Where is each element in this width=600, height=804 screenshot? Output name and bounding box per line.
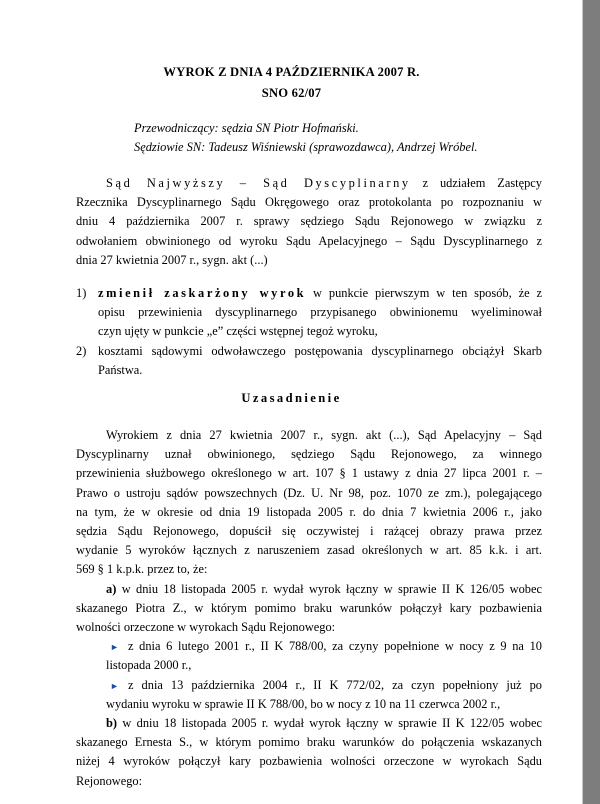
ruling-item-2: 2) kosztami sądowymi odwoławczego postępowania dyscyplinarnego obciążył Skarb Państwa. [76, 343, 542, 377]
ruling-verb: zmienił zaskarżony wyrok [98, 286, 307, 300]
presiding-judge: Przewodniczący: sędzia SN Piotr Hofmański. [134, 121, 359, 135]
bullet-item-1: ► z dnia 6 lutego 2001 r., II K 788/00, za czyny popełnione w nocy z 9 na 10 listopada 2000 r., [106, 639, 542, 673]
arrowhead-bullet-icon: ► [110, 642, 119, 653]
point-b: b) w dniu 18 listopada 2005 r. wydał wyrok łączny w sprawie II K 122/05 wobec [106, 716, 542, 731]
judges: Sędziowie SN: Tadeusz Wiśniewski (sprawozdawca), Andrzej Wróbel. [134, 140, 478, 154]
section-heading: Uzasadnienie [241, 391, 342, 405]
arrowhead-bullet-icon: ► [110, 680, 119, 691]
intro-paragraph: Sąd Najwyższy – Sąd Dyscyplinarny z udziałem Zastępcy Rzecznika Dyscyplinarnego Sądu Okręgowego oraz protokolanta po rozpoznaniu w dniu 4 października 2007 r. sprawy sędziego Sądu Rejonowego w związku z odwołaniem obwinionego od wyroku Sądu Apelacyjnego – Sądu Dyscyplinarnego z dnia 27 kwietnia 2007 r., sygn. akt (...) [76, 176, 542, 267]
case-number: SNO 62/07 [261, 86, 322, 100]
ruling-list [76, 284, 542, 380]
bullet-item-2: ► z dnia 13 października 2004 r., II K 772/02, za czyn popełniony już po wydaniu wyroku w sprawie II K 788/00, bo w nocy z 10 na 11 czerwca 2002 r., [106, 677, 542, 711]
judgment-title: WYROK Z DNIA 4 PAŹDZIERNIKA 2007 R. [163, 65, 420, 79]
court-name: Sąd Najwyższy – Sąd Dyscyplinarny [106, 176, 411, 190]
ruling-item-1: 1) zmienił zaskarżony wyrok w punkcie pierwszym w ten sposób, że z opisu przewinienia dyscyplinarnego przypisanego obwinionemu wyeliminował czyn ujęty w punkcie „e” części wstępnej tegoż wyroku, [76, 286, 542, 339]
justification-body: Wyrokiem z dnia 27 kwietnia 2007 r., sygn. akt (...), Sąd Apelacyjny – Sąd Dyscyplinarny uznał obwinionego, sędziego Sądu Rejonowego, za winnego przewinienia służbowego określonego w art. 107 § 1 ustawy z dnia 27 lipca 2001 r. – Prawo o ustroju sądów powszechnych (Dz. U. Nr 98, poz. 1070 ze zm.), polegającego na tym, że w okresie od dnia 19 listopada 2005 r. do dnia 7 kwietnia 2006 r., jako sędzia Sądu Rejonowego, dopuścił się oczywistej i rażącej obrazy prawa przez wydanie 5 wyroków łącznych z naruszeniem zasad określonych w art. 85 k.k. i art. 569 § 1 k.p.k. przez to, że: a) w dniu 18 listopada 2005 r. wydał wyrok łączny w sprawie II K 126/05 wobec skazanego Piotra Z., w którym pomimo braku warunków połączył kary pozbawienia wolności orzeczone w wyrokach Sądu Rejonowego: ► z dnia 6 lutego 2001 r., II K 788/00, za czyny popełnione w nocy z 9 na 10 listopada 2000 r., ► z dnia 13 października 2004 r., II K 772/02, za czyn popełniony już po wydaniu wyroku w sprawie II K 788/00, bo w nocy z 10 na 11 czerwca 2002 r., b) w dniu 18 listopada 2005 r. wydał wyrok łączny w sprawie II K 122/05 wobec skazanego Ernesta S., w którym pomimo braku warunków do połączenia wskazanych niżej 4 wyroków połączył kary pozbawienia wolności orzeczone w wyrokach Sądu Rejonowego: [76, 428, 542, 788]
point-a: a) w dniu 18 listopada 2005 r. wydał wyrok łączny w sprawie II K 126/05 wobec [106, 581, 542, 596]
